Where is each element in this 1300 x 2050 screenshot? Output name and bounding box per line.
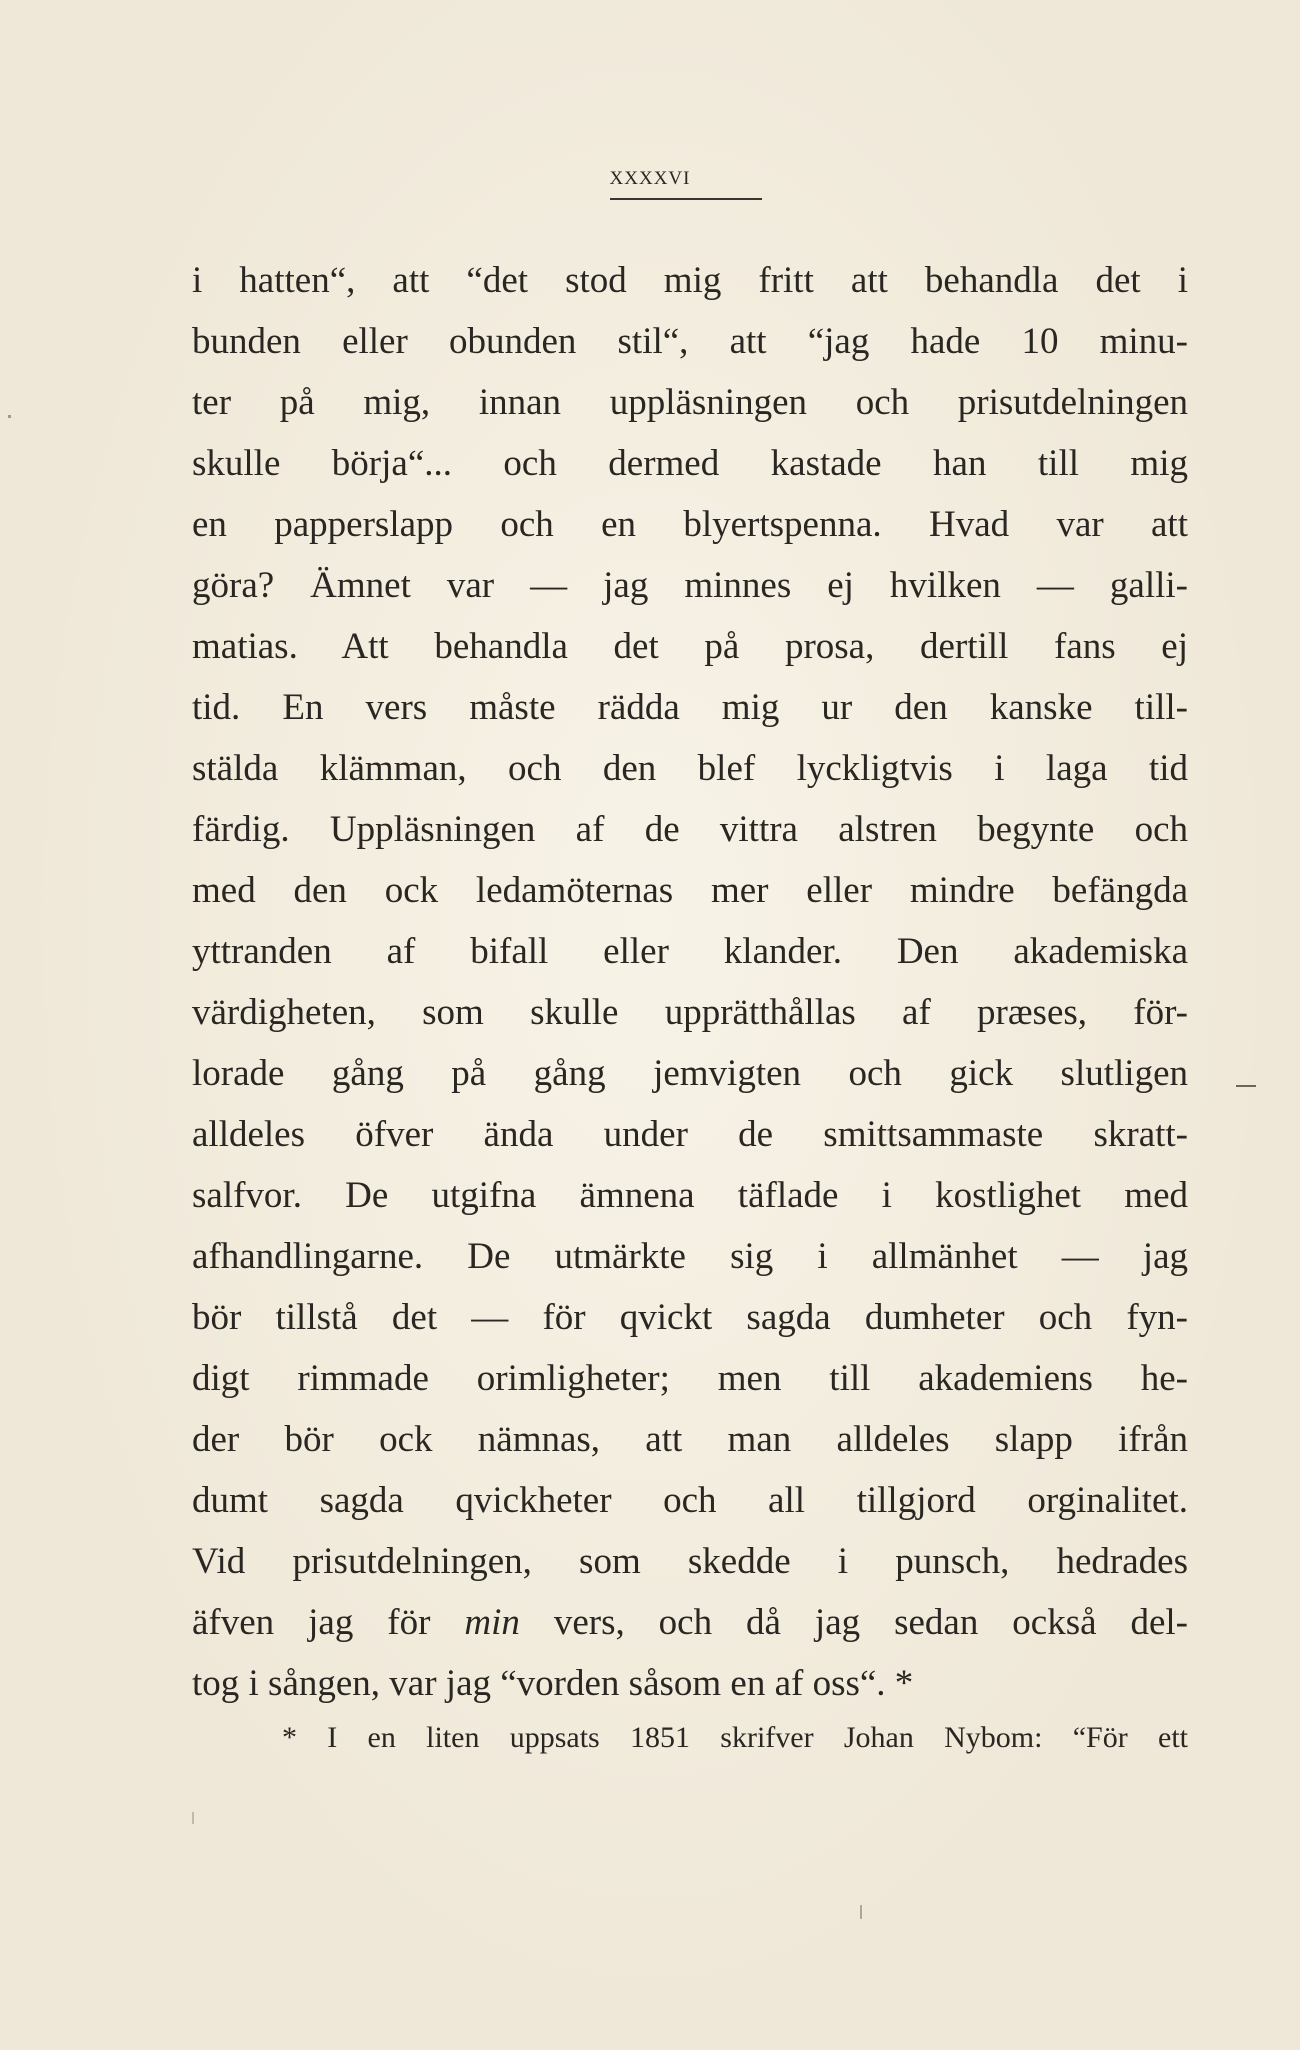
text-line: matias. Att behandla det på prosa, dertill fans ej	[192, 626, 1188, 667]
text-line: i hatten“, att “det stod mig fritt att behandla det i	[192, 260, 1188, 301]
footnote: * I en liten uppsats 1851 skrifver Johan Nybom: “För ett	[282, 1721, 1188, 1754]
text-line: tog i sången, var jag “vorden såsom en af oss“. *	[192, 1663, 914, 1704]
text-line: värdigheten, som skulle upprätthållas af præses, för-	[192, 992, 1188, 1033]
text-line: digt rimmade orimligheter; men till akademiens he-	[192, 1358, 1188, 1399]
text-line: stälda klämman, och den blef lyckligtvis i laga tid	[192, 748, 1188, 789]
text-line	[192, 1592, 1188, 1653]
text-line: Vid prisutdelningen, som skedde i punsch, hedrades	[192, 1541, 1188, 1582]
paper-speck	[860, 1905, 862, 1919]
text-line: bör tillstå det — för qvickt sagda dumheter och fyn-	[192, 1297, 1188, 1338]
text-line: skulle börja“... och dermed kastade han till mig	[192, 443, 1188, 484]
text-line: alldeles öfver ända under de smittsammaste skratt-	[192, 1114, 1188, 1155]
text-segment: äfven jag för	[192, 1602, 465, 1643]
paper-speck	[8, 415, 11, 418]
text-line: med den ock ledamöternas mer eller mindre befängda	[192, 870, 1188, 911]
italic-word: min	[464, 1602, 520, 1643]
text-line: en papperslapp och en blyertspenna. Hvad var att	[192, 504, 1188, 545]
text-line: salfvor. De utgifna ämnena täflade i kostlighet med	[192, 1175, 1188, 1216]
body-text	[192, 250, 1188, 1714]
text-line: ter på mig, innan uppläsningen och prisutdelningen	[192, 382, 1188, 423]
text-line: bunden eller obunden stil“, att “jag hade 10 minu-	[192, 321, 1188, 362]
text-line: tid. En vers måste rädda mig ur den kanske till-	[192, 687, 1188, 728]
text-line: färdig. Uppläsningen af de vittra alstren begynte och	[192, 809, 1188, 850]
text-line: göra? Ämnet var — jag minnes ej hvilken — galli-	[192, 565, 1188, 606]
text-segment: vers, och då jag sedan också del-	[519, 1602, 1188, 1643]
header-rule	[610, 198, 762, 200]
text-line: dumt sagda qvickheter och all tillgjord orginalitet.	[192, 1480, 1188, 1521]
paper-speck	[1236, 1085, 1256, 1087]
text-line: lorade gång på gång jemvigten och gick slutligen	[192, 1053, 1188, 1094]
paper-speck	[192, 1812, 194, 1824]
text-line: afhandlingarne. De utmärkte sig i allmänhet — jag	[192, 1236, 1188, 1277]
page-number: xxxxvi	[609, 160, 691, 190]
text-line: der bör ock nämnas, att man alldeles slapp ifrån	[192, 1419, 1188, 1460]
text-line: yttranden af bifall eller klander. Den akademiska	[192, 931, 1188, 972]
